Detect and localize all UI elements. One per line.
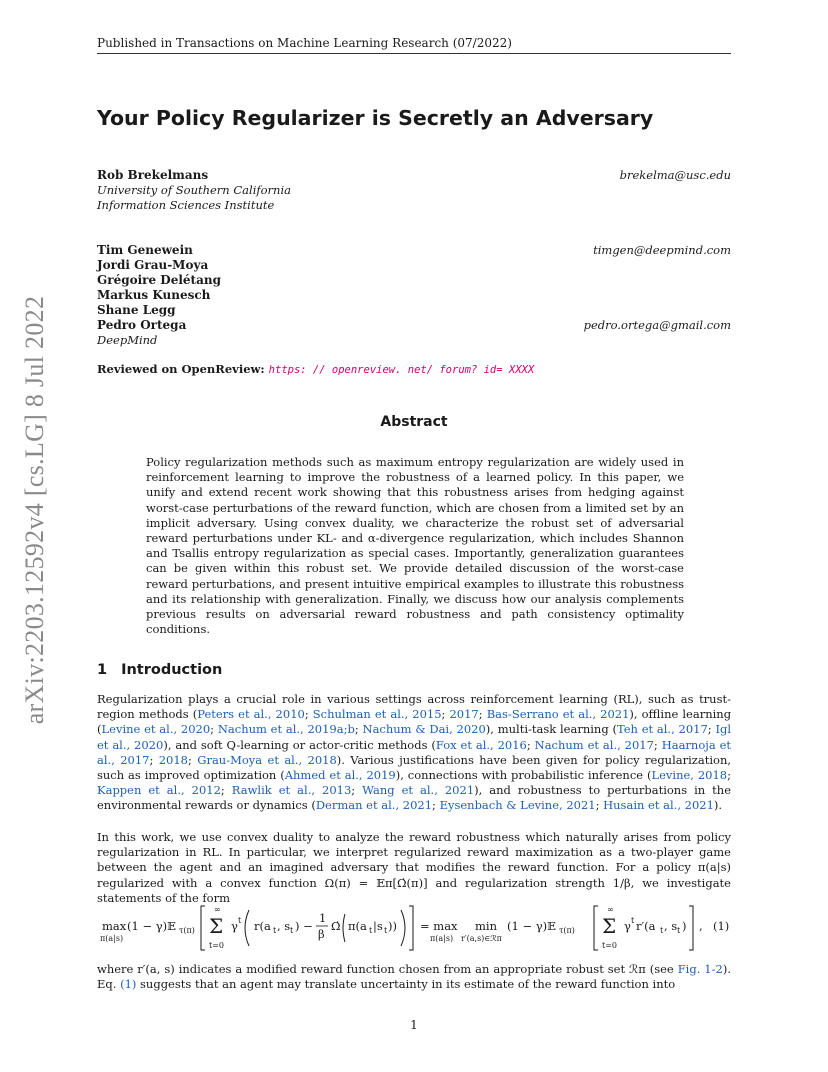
svg-text:t: t bbox=[384, 926, 388, 935]
svg-text:γ: γ bbox=[231, 919, 238, 933]
text-run: ; bbox=[441, 707, 450, 722]
citation-link[interactable]: Husain et al., 2021 bbox=[603, 798, 714, 813]
text-run: ), connections with probabilistic inference ( bbox=[395, 768, 652, 783]
svg-text:π(a: π(a bbox=[348, 919, 367, 933]
svg-text:t: t bbox=[660, 926, 664, 935]
citation-link[interactable]: Nachum & Dai, 2020 bbox=[362, 722, 486, 737]
citation-link[interactable]: Teh et al., 2017 bbox=[616, 722, 708, 737]
text-run: In this work, we use convex duality to analyze the reward robustness which naturally arises from policy regularization in RL. In particular, we interpret regularized reward maximization as a two-player game between the agent and an imagined adversary that modifies the reward function. For a policy π(a|s) regularized with a convex function Ω(π) = 𝔼π[Ω̇(π)] and regularization strength 1/β, we investigate statements of the form bbox=[97, 830, 731, 905]
intro-paragraph-2 bbox=[97, 830, 731, 906]
text-run: ; bbox=[188, 752, 198, 767]
svg-text:r(a: r(a bbox=[254, 919, 271, 933]
author-name: Jordi Grau-Moya bbox=[97, 258, 209, 272]
citation-link[interactable]: Haarnoja et al., 2017 bbox=[97, 737, 731, 767]
text-run: where r′(a, s) indicates a modified reward function chosen from an appropriate robust set ℛπ (see bbox=[97, 962, 678, 976]
text-run: ), and soft Q-learning or actor-critic methods ( bbox=[163, 737, 436, 752]
text-run: ; bbox=[210, 722, 218, 737]
section-heading bbox=[97, 662, 222, 678]
text-run: ; bbox=[354, 722, 363, 737]
svg-text:) −: ) − bbox=[295, 919, 313, 933]
header-rule bbox=[97, 53, 731, 54]
citation-link[interactable]: Peters et al., 2010 bbox=[197, 707, 305, 722]
svg-text:t: t bbox=[631, 916, 635, 925]
equation-number: (1) bbox=[713, 919, 730, 933]
page-number: 1 bbox=[410, 1018, 418, 1032]
openreview-link[interactable]: https: // openreview. net/ forum? id= XXXX bbox=[268, 364, 535, 376]
svg-text:r′(a: r′(a bbox=[636, 919, 656, 933]
citation-link[interactable]: Ahmed et al., 2019 bbox=[284, 768, 396, 783]
svg-text:Ω̇: Ω̇ bbox=[331, 919, 341, 933]
text-run: suggests that an agent may translate uncertainty in its estimate of the reward function into bbox=[136, 977, 676, 992]
text-run: ; bbox=[149, 752, 159, 767]
section-number: 1 bbox=[97, 662, 108, 678]
abstract-heading: Abstract bbox=[380, 414, 448, 430]
equation-1 bbox=[97, 900, 731, 956]
citation-link[interactable]: Wang et al., 2021 bbox=[362, 783, 475, 798]
citation-link[interactable]: 2017 bbox=[449, 707, 479, 722]
citation-link[interactable]: Nachum et al., 2017 bbox=[534, 737, 654, 752]
text-run: ; bbox=[304, 707, 313, 722]
text-run: Regularization plays a crucial role in various settings across reinforcement learning (RL), such as trust-region methods ( bbox=[97, 692, 731, 722]
citation-link[interactable]: Fox et al., 2016 bbox=[435, 737, 527, 752]
svg-text:1: 1 bbox=[319, 911, 327, 925]
author-affiliation: Information Sciences Institute bbox=[97, 198, 275, 212]
author-name: Pedro Ortega bbox=[97, 318, 187, 332]
svg-text:π(a|s): π(a|s) bbox=[100, 934, 124, 943]
svg-text:t=0: t=0 bbox=[209, 941, 225, 950]
author-affiliation: University of Southern California bbox=[97, 183, 291, 197]
text-run: ). Various justifications have been given for policy regularization, such as improved optimization ( bbox=[97, 752, 732, 783]
citation-link[interactable]: Levine, 2018 bbox=[651, 768, 728, 783]
review-label: Reviewed on OpenReview: bbox=[97, 362, 265, 376]
svg-text:t=0: t=0 bbox=[602, 941, 618, 950]
svg-text:|s: |s bbox=[373, 919, 383, 933]
text-run: ; bbox=[220, 783, 232, 798]
text-run: ; bbox=[653, 737, 662, 752]
svg-text:Σ: Σ bbox=[209, 914, 224, 938]
svg-text:max: max bbox=[102, 919, 127, 933]
paper-title: Your Policy Regularizer is Secretly an Adversary bbox=[97, 106, 654, 130]
text-run: ; bbox=[526, 737, 535, 752]
svg-text:τ(π): τ(π) bbox=[559, 926, 575, 935]
text-run: ), and robustness to perturbations in the environmental rewards or dynamics ( bbox=[97, 783, 732, 813]
author-name: Shane Legg bbox=[97, 303, 176, 317]
text-run: ; bbox=[595, 798, 604, 813]
svg-text:): ) bbox=[682, 919, 687, 933]
text-run: ; bbox=[432, 798, 440, 813]
svg-text:= max: = max bbox=[420, 919, 458, 933]
svg-text:(1 − γ)𝔼: (1 − γ)𝔼 bbox=[127, 919, 176, 933]
author-email: brekelma@usc.edu bbox=[619, 168, 731, 182]
svg-text:t: t bbox=[273, 926, 277, 935]
svg-text:τ(π): τ(π) bbox=[179, 926, 195, 935]
svg-text:t: t bbox=[238, 916, 242, 925]
svg-text:γ: γ bbox=[624, 919, 631, 933]
citation-link[interactable]: Igl et al., 2020 bbox=[97, 722, 732, 752]
review-line bbox=[97, 362, 534, 376]
svg-text:)): )) bbox=[388, 919, 397, 933]
author-email: pedro.ortega@gmail.com bbox=[583, 318, 731, 332]
intro-paragraph-3 bbox=[97, 962, 731, 992]
text-run: ). Eq. bbox=[97, 962, 731, 992]
citation-link[interactable]: (1) bbox=[120, 977, 137, 992]
citation-link[interactable]: Grau-Moya et al., 2018 bbox=[197, 752, 337, 767]
text-run: ). bbox=[713, 798, 723, 813]
svg-text:t: t bbox=[290, 926, 294, 935]
arxiv-identifier: arXiv:2203.12592v4 [cs.LG] 8 Jul 2022 bbox=[20, 295, 49, 725]
intro-paragraph-1 bbox=[97, 692, 731, 814]
author-email: timgen@deepmind.com bbox=[593, 243, 731, 257]
citation-link[interactable]: Bas-Serrano et al., 2021 bbox=[486, 707, 630, 722]
svg-text:t: t bbox=[677, 926, 681, 935]
equation-graphic bbox=[97, 900, 731, 956]
text-run: ; bbox=[478, 707, 487, 722]
svg-text:(1 − γ)𝔼: (1 − γ)𝔼 bbox=[507, 919, 556, 933]
citation-link[interactable]: Schulman et al., 2015 bbox=[312, 707, 442, 722]
svg-text:∞: ∞ bbox=[214, 905, 221, 914]
svg-text:, s: , s bbox=[664, 919, 678, 933]
svg-text:Σ: Σ bbox=[602, 914, 617, 938]
running-head: Published in Transactions on Machine Learning Research (07/2022) bbox=[97, 36, 512, 50]
text-run: ; bbox=[727, 768, 731, 783]
citation-link[interactable]: Nachum et al., 2019a;b bbox=[217, 722, 355, 737]
author-affiliation: DeepMind bbox=[97, 333, 158, 347]
section-title: Introduction bbox=[121, 662, 223, 678]
text-run: ), multi-task learning ( bbox=[485, 722, 617, 737]
citation-link[interactable]: 2018 bbox=[158, 752, 189, 767]
text-run: ; bbox=[351, 783, 363, 798]
citation-link[interactable]: Levine et al., 2020 bbox=[101, 722, 211, 737]
author-name: Markus Kunesch bbox=[97, 288, 211, 302]
author-name: Tim Genewein bbox=[97, 243, 193, 257]
citation-link[interactable]: Derman et al., 2021 bbox=[315, 798, 433, 813]
text-run: ; bbox=[707, 722, 716, 737]
svg-text:, s: , s bbox=[277, 919, 291, 933]
svg-text:,: , bbox=[699, 919, 703, 933]
svg-text:∞: ∞ bbox=[607, 905, 614, 914]
svg-text:t: t bbox=[369, 926, 373, 935]
citation-link[interactable]: Rawlik et al., 2013 bbox=[231, 783, 352, 798]
svg-text:min: min bbox=[475, 919, 497, 933]
text-run: ), offline learning ( bbox=[97, 707, 732, 737]
arxiv-sidebar bbox=[0, 230, 70, 790]
svg-text:β: β bbox=[318, 927, 325, 941]
author-name: Rob Brekelmans bbox=[97, 168, 209, 182]
citation-link[interactable]: Kappen et al., 2012 bbox=[97, 783, 221, 798]
citation-link[interactable]: Fig. 1-2 bbox=[677, 962, 723, 976]
abstract-text: Policy regularization methods such as maximum entropy regularization are widely used in reinforcement learning to improve the robustness of a learned policy. In this paper, we unify and extend recent work showing that this robustness arises from hedging against worst-case perturbations of the reward function, which are chosen from a limited set by an implicit adversary. Using convex duality, we characterize the robust set of adversarial reward perturbations under KL- and α-divergence regularization, which includes Shannon and Tsallis entropy regularization as special cases. Importantly, generalization guarantees can be given within this robust set. We provide detailed discussion of the worst-case reward perturbations, and present intuitive empirical examples to illustrate this robustness and its relationship with generalization. Finally, we discuss how our analysis complements previous results on adversarial reward robustness and path consistency optimality conditions. bbox=[146, 455, 684, 637]
svg-text:π(a|s): π(a|s) bbox=[430, 934, 454, 943]
author-name: Grégoire Delétang bbox=[97, 273, 221, 287]
svg-text:r′(a,s)∈ℛπ: r′(a,s)∈ℛπ bbox=[461, 934, 502, 943]
citation-link[interactable]: Eysenbach & Levine, 2021 bbox=[439, 798, 596, 813]
